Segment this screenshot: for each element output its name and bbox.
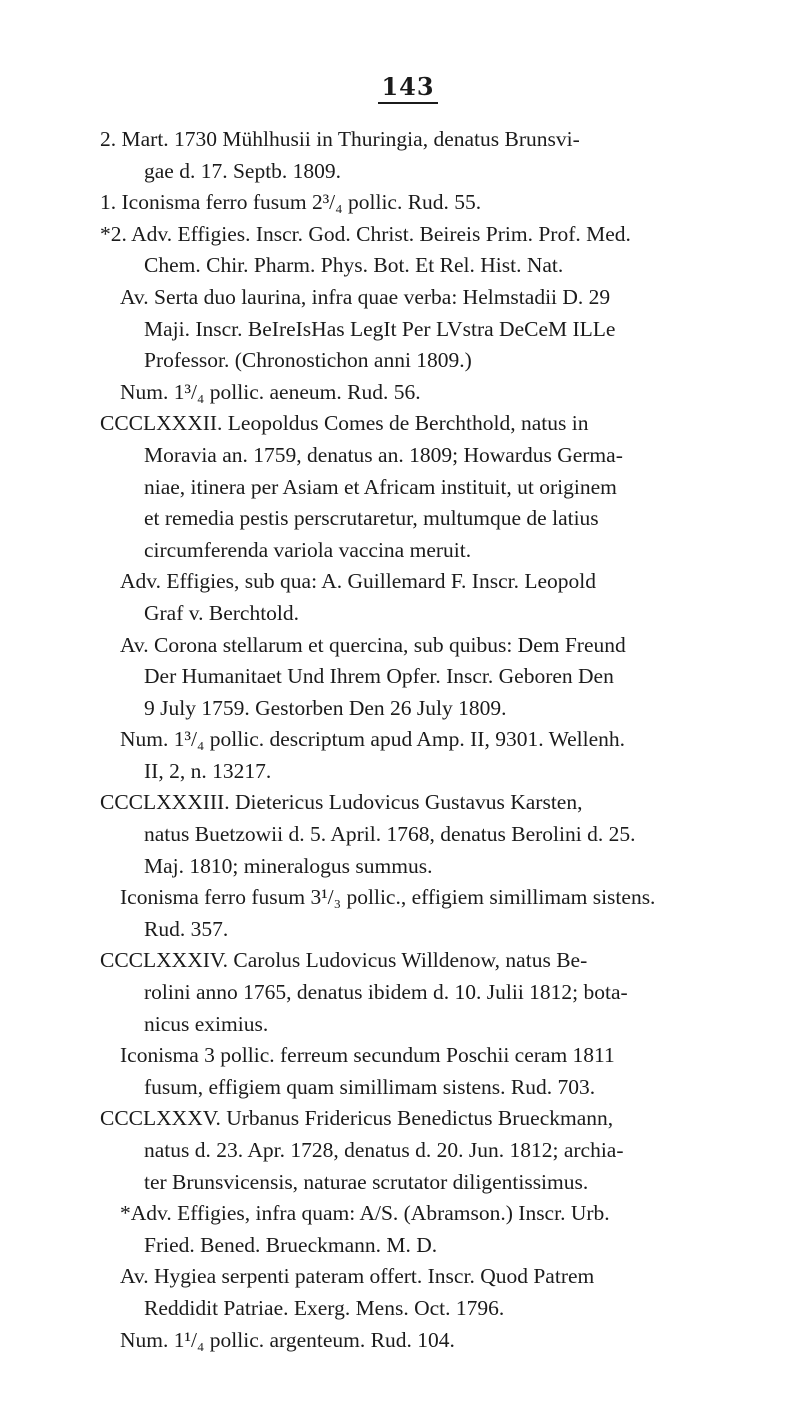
text-line: Maji. Inscr. BeIreIsHas LegIt Per LVstra DeCeM ILLe xyxy=(144,316,616,341)
text-line: circumferenda variola vaccina meruit. xyxy=(144,537,472,562)
text-line: 9 July 1759. Gestorben Den 26 July 1809. xyxy=(144,695,507,720)
text-line: rolini anno 1765, denatus ibidem d. 10. Julii 1812; bota- xyxy=(144,980,628,1005)
text-line: Maj. 1810; mineralogus summus. xyxy=(144,853,433,878)
entry-heading: CCCLXXXIV. Carolus Ludovicus Willdenow, natus Be- xyxy=(100,948,588,973)
text-line: et remedia pestis perscrutaretur, multumque de latius xyxy=(144,506,599,531)
text-line: Iconisma ferro fusum 3¹/₃ pollic., effigiem simillimam sistens. xyxy=(120,885,656,910)
text-line: nicus eximius. xyxy=(144,1011,269,1036)
text-line: Iconisma 3 pollic. ferreum secundum Poschii ceram 1811 xyxy=(120,1043,615,1068)
text-line: Av. Hygiea serpenti pateram offert. Inscr. Quod Patrem xyxy=(120,1264,595,1289)
text-line: Der Humanitaet Und Ihrem Opfer. Inscr. Geboren Den xyxy=(144,664,614,689)
text-line: Professor. (Chronostichon anni 1809.) xyxy=(144,348,472,373)
page-number: 143 xyxy=(378,72,438,104)
text-line: Chem. Chir. Pharm. Phys. Bot. Et Rel. Hist. Nat. xyxy=(144,253,564,278)
text-line: Fried. Bened. Brueckmann. M. D. xyxy=(144,1232,438,1257)
text-line: Num. 1¹/₄ pollic. argenteum. Rud. 104. xyxy=(120,1327,455,1352)
text-line: Num. 1³/₄ pollic. aeneum. Rud. 56. xyxy=(120,379,421,404)
text-line: II, 2, n. 13217. xyxy=(144,758,272,783)
entry-heading: CCCLXXXV. Urbanus Fridericus Benedictus Brueckmann, xyxy=(100,1106,614,1131)
text-line: ter Brunsvicensis, naturae scrutator diligentissimus. xyxy=(144,1169,589,1194)
text-line: niae, itinera per Asiam et Africam instituit, ut originem xyxy=(144,474,617,499)
text-line: natus Buetzowii d. 5. April. 1768, denatus Berolini d. 25. xyxy=(144,822,636,847)
text-line: Graf v. Berchtold. xyxy=(144,600,300,625)
text-line: Rud. 357. xyxy=(144,916,229,941)
text-line: 2. Mart. 1730 Mühlhusii in Thuringia, denatus Brunsvi- xyxy=(100,127,580,151)
text-line: *Adv. Effigies, infra quam: A/S. (Abramson.) Inscr. Urb. xyxy=(120,1201,610,1226)
entry-heading: CCCLXXXIII. Dietericus Ludovicus Gustavus Karsten, xyxy=(100,790,583,815)
text-line: fusum, effigiem quam simillimam sistens. Rud. 703. xyxy=(144,1074,596,1099)
text-line: gae d. 17. Septb. 1809. xyxy=(144,158,342,183)
text-line: 1. Iconisma ferro fusum 2³/₄ pollic. Rud. 55. xyxy=(100,190,482,215)
text-line: Reddidit Patriae. Exerg. Mens. Oct. 1796. xyxy=(144,1295,505,1320)
text-line: Num. 1³/₄ pollic. descriptum apud Amp. II, 9301. Wellenh. xyxy=(120,727,626,752)
text-line: Av. Serta duo laurina, infra quae verba: Helmstadii D. 29 xyxy=(120,284,611,309)
text-line: Moravia an. 1759, denatus an. 1809; Howardus Germa- xyxy=(144,442,623,467)
catalogue-text xyxy=(100,124,740,1356)
text-line: Adv. Effigies, sub qua: A. Guillemard F. Inscr. Leopold xyxy=(120,569,596,594)
text-line: natus d. 23. Apr. 1728, denatus d. 20. Jun. 1812; archia- xyxy=(144,1138,624,1162)
entry-heading: CCCLXXXII. Leopoldus Comes de Berchthold, natus in xyxy=(100,411,589,436)
text-line: Av. Corona stellarum et quercina, sub quibus: Dem Freund xyxy=(120,632,626,657)
text-line: *2. Adv. Effigies. Inscr. God. Christ. Beireis Prim. Prof. Med. xyxy=(100,221,631,246)
